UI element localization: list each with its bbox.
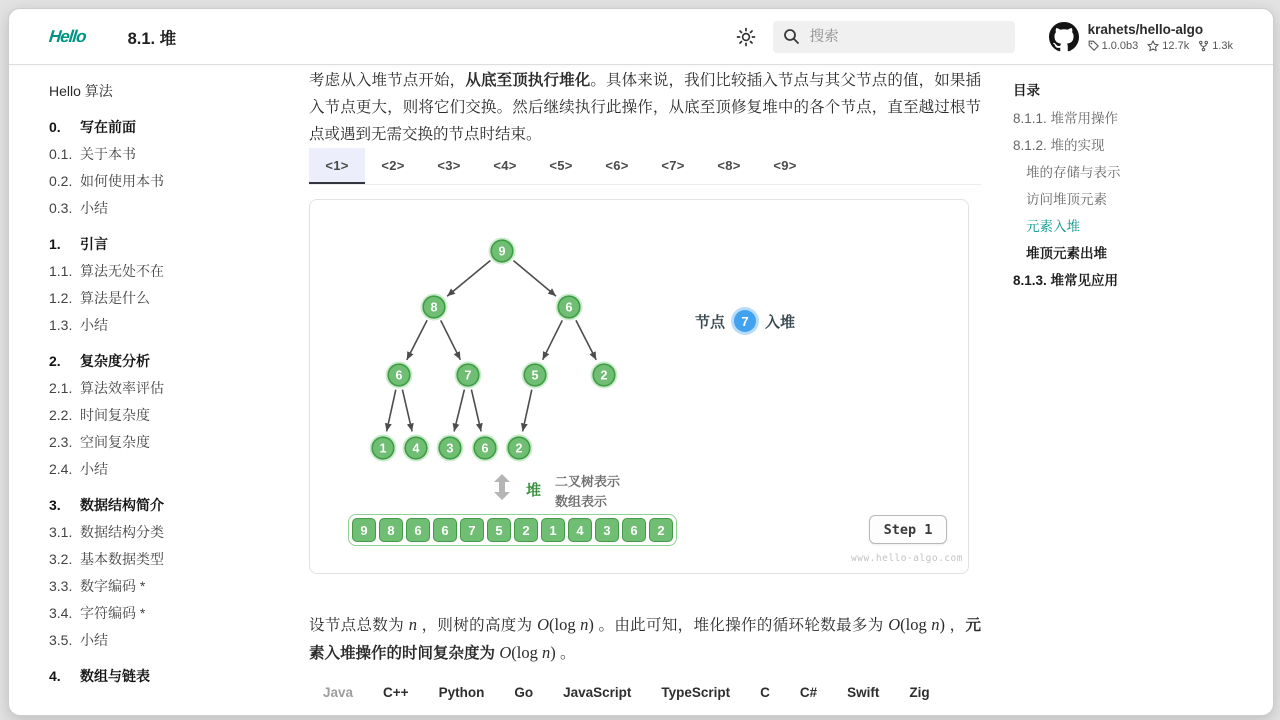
push-annotation [695, 310, 795, 332]
array-cell: 1 [541, 518, 565, 542]
tree-edge [454, 390, 464, 432]
nav-item-label: 如何使用本书 [80, 173, 164, 189]
svg-text:6: 6 [395, 368, 403, 383]
star-icon [1147, 40, 1159, 52]
array-cell: 8 [379, 518, 403, 542]
nav-item[interactable] [49, 312, 284, 339]
nav-item[interactable] [49, 402, 284, 429]
tree-repr-label: 二叉树表示 [555, 474, 621, 489]
nav-item[interactable] [49, 168, 284, 195]
nav-item-label: 数字编码 * [80, 578, 146, 594]
paragraph-complexity: 设节点总数为 n ，则树的高度为 O(log n) 。由此可知，堆化操作的循环轮数最多为 O(log n) ，元素入堆操作的时间复杂度为 O(log n) 。 [309, 615, 981, 662]
nav-item[interactable] [49, 492, 284, 519]
step-tab[interactable]: <8> [717, 158, 741, 173]
svg-text:9: 9 [498, 244, 506, 259]
nav-item[interactable] [49, 285, 284, 312]
toc-item[interactable]: 8.1.3. 堆常见应用 [1013, 273, 1119, 288]
svg-text:1: 1 [379, 441, 387, 456]
nav-item[interactable] [49, 114, 284, 141]
step-tab[interactable]: <3> [437, 158, 461, 173]
hello-algo-logo[interactable]: Hello [48, 26, 87, 46]
svg-text:5: 5 [531, 368, 539, 383]
array-cell: 2 [649, 518, 673, 542]
language-tab[interactable]: JavaScript [563, 685, 632, 700]
step-tab[interactable]: <2> [381, 158, 405, 173]
tree-node [370, 435, 397, 462]
repo-version: 1.0.0b3 [1088, 40, 1139, 52]
language-tab[interactable]: Zig [909, 685, 930, 700]
toc [1013, 81, 1263, 294]
nav-item-label: 复杂度分析 [80, 353, 150, 369]
nav-item-number: 3.2. [49, 551, 73, 567]
main-content [309, 67, 981, 716]
nav-item[interactable] [49, 195, 284, 222]
nav-item-number: 1.1. [49, 263, 73, 279]
nav-item-number: 0.2. [49, 173, 73, 189]
nav-item-number: 2.2. [49, 407, 73, 423]
nav-item-number: 0. [49, 119, 61, 135]
repo-name: krahets/hello-algo [1087, 21, 1204, 37]
tree-edge [514, 261, 557, 297]
github-icon [1049, 22, 1079, 52]
array-cell: 6 [406, 518, 430, 542]
language-tab[interactable]: Python [438, 685, 485, 700]
nav-item-label: 时间复杂度 [80, 407, 150, 423]
nav-item[interactable] [49, 141, 284, 168]
nav-list [49, 78, 284, 690]
language-tab[interactable]: C [760, 685, 770, 700]
nav-item-label: 小结 [80, 632, 108, 648]
tree-node [506, 435, 533, 462]
nav-item-label: 小结 [80, 317, 108, 333]
toc-item[interactable]: 堆的存储与表示 [1026, 165, 1121, 180]
array-cell: 6 [622, 518, 646, 542]
step-tab[interactable]: <9> [773, 158, 797, 173]
tree-node [472, 435, 499, 462]
nav-item-label: 空间复杂度 [80, 434, 150, 450]
page-title: 8.1. 堆 [127, 29, 177, 48]
nav-item[interactable] [49, 231, 284, 258]
toc-item[interactable]: 8.1.1. 堆常用操作 [1013, 111, 1119, 126]
nav-item-label: 关于本书 [80, 146, 136, 162]
nav-item-number: 2.1. [49, 380, 73, 396]
fork-icon [1198, 40, 1209, 52]
nav-item-number: 4. [49, 668, 61, 684]
svg-text:6: 6 [565, 300, 573, 315]
updown-arrow-icon [494, 474, 510, 500]
left-nav [49, 78, 284, 715]
site-header [9, 9, 1273, 65]
repo-forks: 1.3k [1198, 40, 1233, 52]
repo-text [1088, 22, 1233, 52]
tree-node [522, 362, 549, 389]
nav-item-label: 小结 [80, 200, 108, 216]
heap-label: 堆 [526, 482, 542, 499]
language-tab[interactable]: TypeScript [661, 685, 731, 700]
tree-edge [471, 390, 481, 432]
github-repo-link[interactable] [1049, 22, 1233, 52]
array-repr-label: 数组表示 [555, 494, 608, 509]
tree-edge [402, 390, 412, 432]
tree-node [386, 362, 413, 389]
svg-text:3: 3 [446, 441, 454, 456]
language-tab-bar [309, 681, 981, 716]
toc-list [1013, 105, 1263, 294]
nav-item-number: 3.3. [49, 578, 73, 594]
svg-text:6: 6 [481, 441, 489, 456]
array-cell: 6 [433, 518, 457, 542]
svg-text:2: 2 [515, 441, 523, 456]
tree-edge [543, 320, 563, 359]
watermark: www.hello-algo.com [851, 553, 963, 564]
step-badge: Step 1 [869, 515, 947, 544]
svg-text:7: 7 [464, 368, 472, 383]
toc-item[interactable]: 访问堆顶元素 [1026, 192, 1107, 207]
nav-item-number: 3.5. [49, 632, 73, 648]
tree-node [421, 294, 448, 321]
nav-item[interactable] [49, 78, 284, 105]
step-tab[interactable]: <7> [661, 158, 685, 173]
svg-text:2: 2 [600, 368, 608, 383]
step-tab[interactable]: <5> [549, 158, 573, 173]
language-tab[interactable]: C++ [383, 685, 409, 700]
annotation-suffix: 入堆 [765, 313, 796, 331]
array-cell: 9 [352, 518, 376, 542]
svg-text:8: 8 [430, 300, 438, 315]
nav-item[interactable] [49, 519, 284, 546]
tree-edge [523, 390, 532, 432]
nav-item-number: 2.3. [49, 434, 73, 450]
nav-item-number: 0.3. [49, 200, 73, 216]
heap-push-figure [309, 199, 969, 574]
nav-item[interactable] [49, 627, 284, 654]
language-tab[interactable]: Swift [847, 685, 880, 700]
toc-item[interactable]: 堆顶元素出堆 [1026, 246, 1107, 261]
nav-item[interactable] [49, 546, 284, 573]
nav-item-number: 1.3. [49, 317, 73, 333]
tree-edge [576, 320, 596, 360]
nav-item-label: 字符编码 * [80, 605, 146, 621]
theme-toggle-icon[interactable] [733, 24, 759, 50]
repo-stars: 12.7k [1147, 40, 1189, 52]
search-input[interactable] [808, 28, 982, 46]
array-cell: 3 [595, 518, 619, 542]
nav-item-label: 数据结构简介 [80, 497, 164, 513]
step-tab[interactable]: <1> [309, 148, 365, 184]
tree-node [403, 435, 430, 462]
tree-node [591, 362, 618, 389]
nav-item-number: 2.4. [49, 461, 73, 477]
tree-node [489, 238, 516, 265]
nav-item-number: 3.1. [49, 524, 73, 540]
tag-icon [1088, 40, 1099, 51]
nav-item-number: 3. [49, 497, 61, 513]
toc-item[interactable]: 元素入堆 [1026, 219, 1080, 234]
nav-item[interactable] [49, 375, 284, 402]
nav-item-label: 数据结构分类 [80, 524, 164, 540]
tree-node [556, 294, 583, 321]
step-tab[interactable]: <4> [493, 158, 517, 173]
browser-window [8, 8, 1274, 716]
tree-edge [407, 320, 427, 360]
array-cell: 5 [487, 518, 511, 542]
nav-item-label: 基本数据类型 [80, 551, 164, 567]
nav-item-label: 算法是什么 [80, 290, 150, 306]
nav-item-label: 引言 [80, 236, 108, 252]
heap-array [348, 514, 677, 546]
step-tab[interactable]: <6> [605, 158, 629, 173]
nav-item[interactable] [49, 456, 284, 483]
array-cell: 2 [514, 518, 538, 542]
nav-item-label: 算法效率评估 [80, 380, 164, 396]
toc-item[interactable]: 8.1.2. 堆的实现 [1013, 138, 1105, 153]
nav-item[interactable] [49, 573, 284, 600]
nav-item-number: 3.4. [49, 605, 73, 621]
array-cell: 4 [568, 518, 592, 542]
nav-item[interactable] [49, 429, 284, 456]
array-cell: 7 [460, 518, 484, 542]
nav-item-label: 算法无处不在 [80, 263, 164, 279]
nav-item[interactable] [49, 348, 284, 375]
nav-item-label: 写在前面 [80, 119, 136, 135]
repo-stats [1088, 40, 1233, 52]
tree-node [455, 362, 482, 389]
paragraph-heapify-intro: 考虑从入堆节点开始，从底至顶执行堆化。具体来说，我们比较插入节点与其父节点的值，如果插入节点更大，则将它们交换。然后继续执行此操作，从底至顶修复堆中的各个节点，直至越过根节点或遇到无需交换的节点时结束。 [309, 72, 981, 143]
nav-item-number: 2. [49, 353, 61, 369]
language-tab[interactable]: Go [514, 685, 534, 700]
tree-node [437, 435, 464, 462]
annotation-prefix: 节点 [695, 313, 726, 331]
nav-item[interactable] [49, 258, 284, 285]
nav-item[interactable] [49, 600, 284, 627]
nav-item-number: 1. [49, 236, 61, 252]
nav-item-number: 1.2. [49, 290, 73, 306]
nav-item-label: 小结 [80, 461, 108, 477]
nav-item-number: 0.1. [49, 146, 73, 162]
language-tab[interactable]: C# [799, 685, 818, 700]
svg-text:4: 4 [412, 441, 420, 456]
tree-edge [447, 261, 490, 297]
tree-edge [441, 320, 461, 359]
language-tab[interactable]: Java [323, 685, 354, 700]
step-tab-bar [309, 148, 981, 185]
nav-item-label: 数组与链表 [80, 668, 150, 684]
tree-edge [387, 390, 396, 432]
search-icon [783, 28, 800, 45]
toc-title: 目录 [1013, 83, 1040, 98]
search-box[interactable] [773, 21, 1015, 53]
nav-item[interactable] [49, 663, 284, 690]
inserted-node-badge: 7 [734, 310, 756, 332]
nav-item-label: Hello 算法 [49, 83, 113, 99]
